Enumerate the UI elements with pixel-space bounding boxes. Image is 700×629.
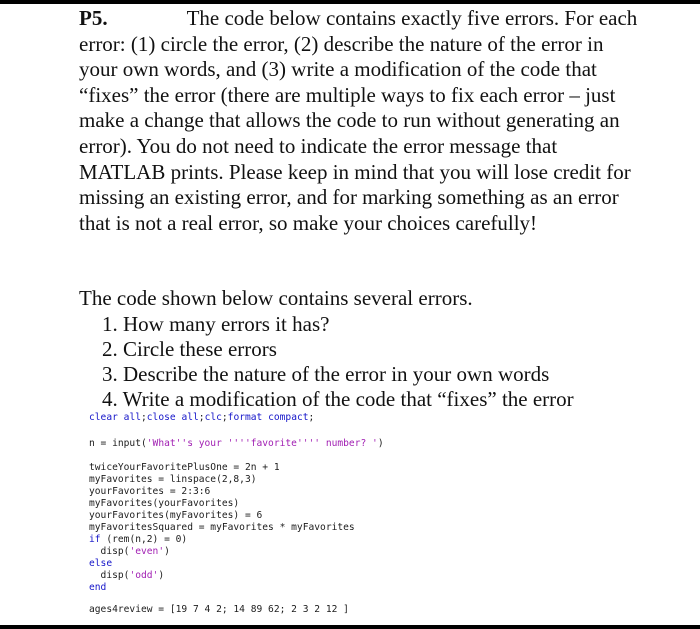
code-line: myFavorites(yourFavorites) (89, 498, 240, 509)
code-line: end (89, 582, 107, 593)
top-border (0, 0, 700, 4)
code-line: disp('even') (89, 546, 170, 557)
code-line: myFavorites = linspace(2,8,3) (89, 474, 257, 485)
step-item: 3. Describe the nature of the error in your own words (102, 362, 550, 386)
question-steps (102, 312, 574, 412)
code-line: yourFavorites(myFavorites) = 6 (89, 510, 263, 521)
problem-number: P5. (79, 6, 108, 30)
code-line: myFavoritesSquared = myFavorites * myFavorites (89, 522, 355, 533)
code-line: disp('odd') (89, 570, 165, 581)
code-line: else (89, 558, 113, 569)
code-line: yourFavorites = 2:3:6 (89, 486, 211, 497)
code-line: n = input('What''s your ''''favorite'''' number? ') (89, 438, 384, 449)
question-intro: The code shown below contains several errors. (79, 286, 473, 310)
code-line: ages4review = [19 7 4 2; 14 89 62; 2 3 2 12 ] (89, 604, 349, 615)
code-line: clear all;close all;clc;format compact; (89, 412, 315, 423)
code-line: twiceYourFavoritePlusOne = 2n + 1 (89, 462, 280, 473)
bottom-border (0, 625, 700, 629)
step-item: 4. Write a modification of the code that “fixes” the error (102, 387, 574, 411)
step-item: 2. Circle these errors (102, 337, 277, 361)
code-line: if (rem(n,2) = 0) (89, 534, 188, 545)
problem-statement (79, 6, 639, 236)
problem-text: The code below contains exactly five errors. For each error: (1) circle the error, (2) describe the nature of the error in your own words, and (3) write a modification of the code that “fixes” the error (there are multiple ways to fix each error – just make a change that allows the code to run without generating an error). You do not need to indicate the error message that MATLAB prints. Please keep in mind that you will lose credit for missing an existing error, and for marking something as an error that is not a real error, so make your choices carefully! (79, 6, 638, 235)
step-item: 1. How many errors it has? (102, 312, 330, 336)
